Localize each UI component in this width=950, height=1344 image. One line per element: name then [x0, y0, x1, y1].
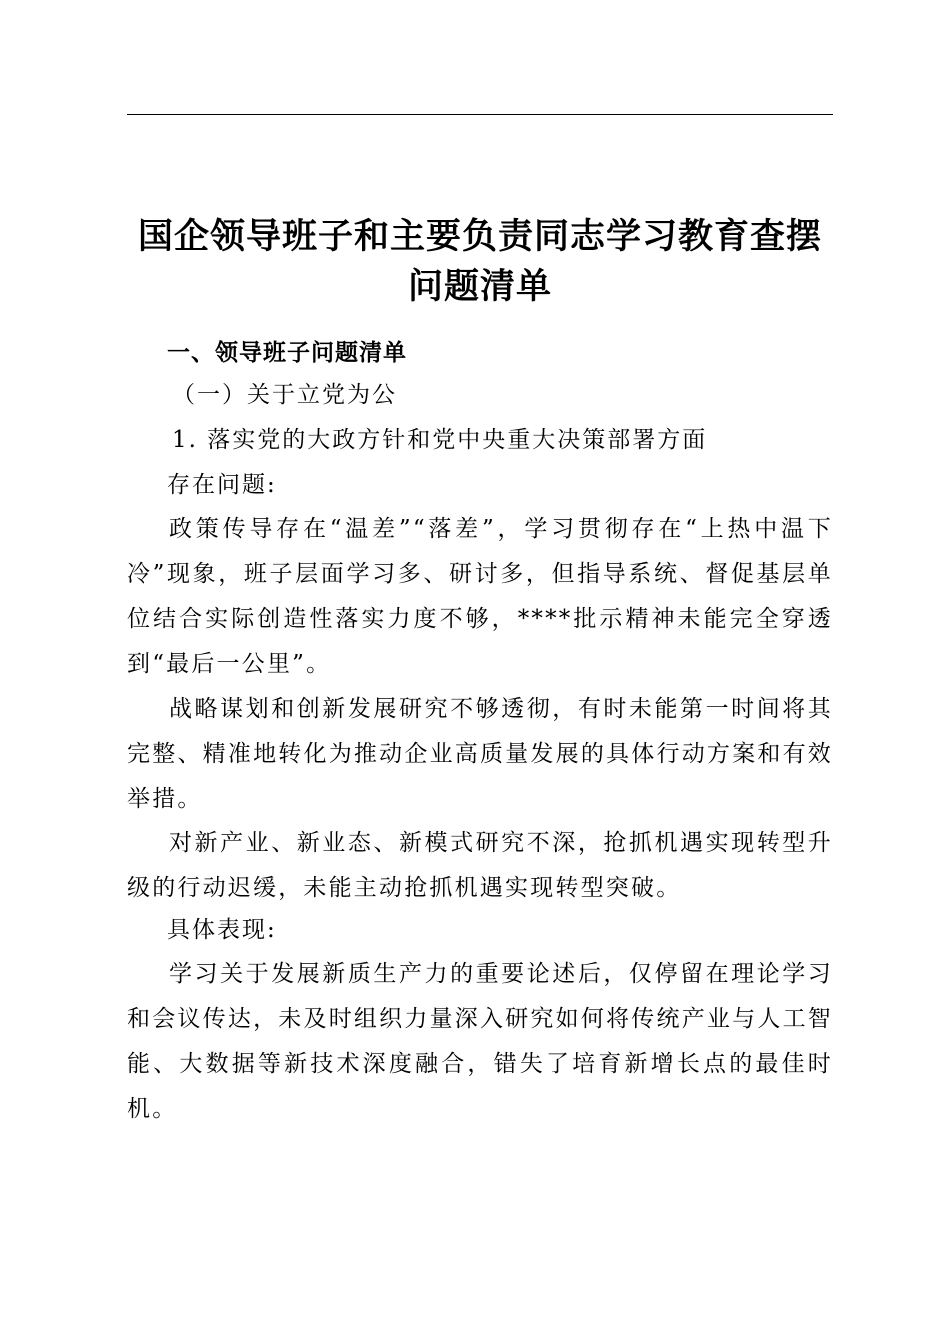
problem-paragraph: 战略谋划和创新发展研究不够透彻，有时未能第一时间将其完整、精准地转化为推动企业高质量发展的具体行动方案和有效举措。: [127, 696, 833, 812]
problem-paragraph: 政策传导存在“温差”“落差”，学习贯彻存在“上热中温下冷”现象，班子层面学习多、研讨多，但指导系统、督促基层单位结合实际创造性落实力度不够，****批示精神未能完全穿透到“最后一公里”。: [127, 516, 833, 677]
item-heading: 1. 落实党的大政方针和党中央重大决策部署方面: [172, 427, 708, 453]
problems-label: 存在问题:: [167, 472, 277, 498]
document-title: 国企领导班子和主要负责同志学习教育查摆问题清单: [137, 217, 822, 307]
manifestation-label: 具体表现:: [167, 917, 277, 943]
section-heading: 一、领导班子问题清单: [167, 340, 407, 366]
subsection-heading: （一）关于立党为公: [172, 382, 397, 408]
header-rule: [127, 114, 833, 115]
manifestation-paragraph: 学习关于发展新质生产力的重要论述后，仅停留在理论学习和会议传达，未及时组织力量深入研究如何将传统产业与人工智能、大数据等新技术深度融合，错失了培育新增长点的最佳时机。: [127, 961, 833, 1122]
problem-paragraph: 对新产业、新业态、新模式研究不深，抢抓机遇实现转型升级的行动迟缓，未能主动抢抓机遇实现转型突破。: [127, 830, 833, 901]
